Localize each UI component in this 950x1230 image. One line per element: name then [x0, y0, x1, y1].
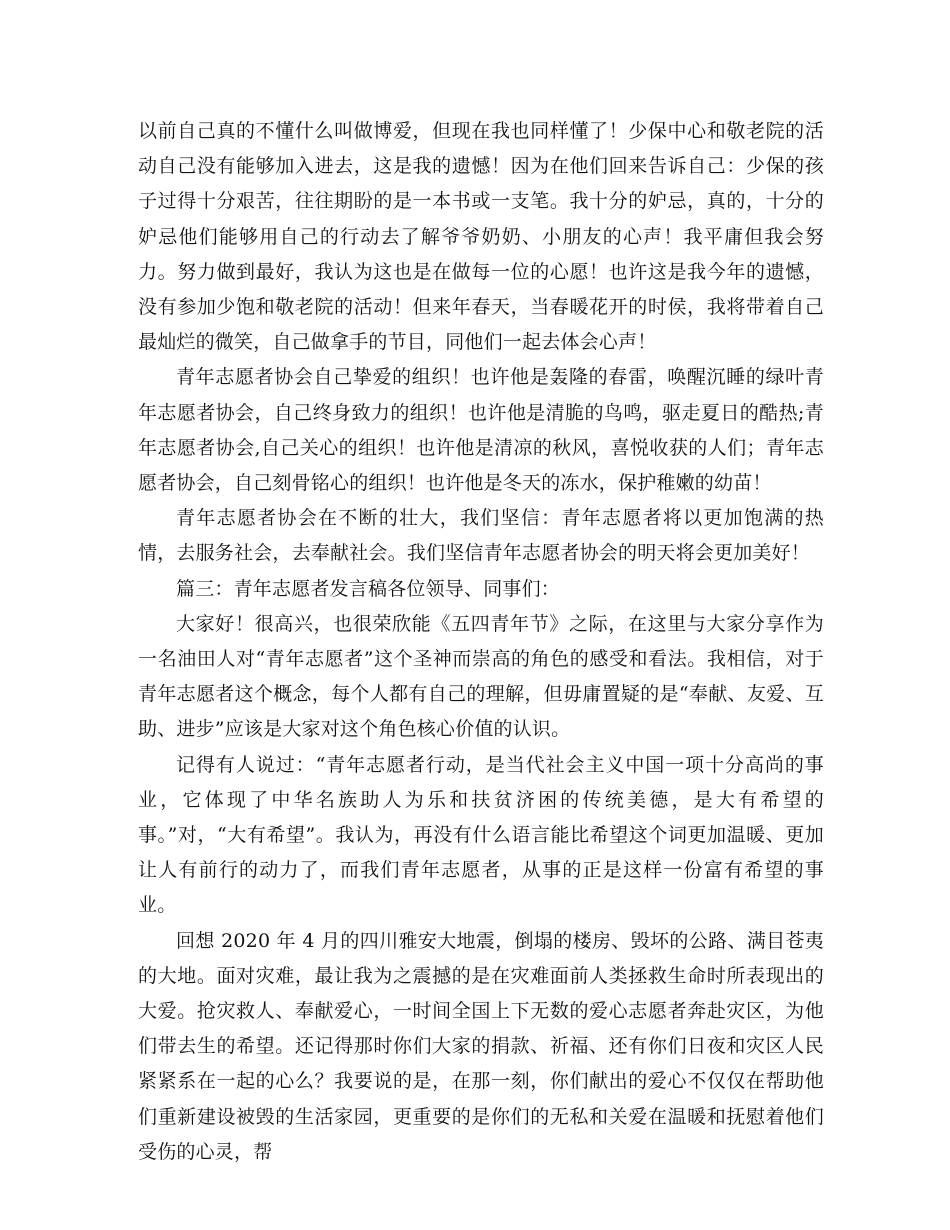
- paragraph-4: 大家好！很高兴，也很荣欣能《五四青年节》之际，在这里与大家分享作为一名油田人对“青年志愿者”这个圣神而崇高的角色的感受和看法。我相信，对于青年志愿者这个概念，每个人都有自己的理解，但毋庸置疑的是“奉献、友爱、互助、进步”应该是大家对这个角色核心价值的认识。: [138, 612, 824, 741]
- paragraph-2: 青年志愿者协会自己挚爱的组织！也许他是轰隆的春雷，唤醒沉睡的绿叶青年志愿者协会，自己终身致力的组织！也许他是清脆的鸟鸣，驱走夏日的酷热;青年志愿者协会,自己关心的组织！也许他是清凉的秋风，喜悦收获的人们；青年志愿者协会，自己刻骨铭心的组织！也许他是冬天的冻水，保护稚嫩的幼苗！: [138, 366, 824, 495]
- paragraph-6: 回想 2020 年 4 月的四川雅安大地震，倒塌的楼房、毁坏的公路、满目苍夷的大地。面对灾难，最让我为之震撼的是在灾难面前人类拯救生命时所表现出的大爱。抢灾救人、奉献爱心，一时间全国上下无数的爱心志愿者奔赴灾区，为他们带去生的希望。还记得那时你们大家的捐款、祈福、还有你们日夜和灾区人民紧紧系在一起的心么？我要说的是，在那一刻，你们献出的爱心不仅仅在帮助他们重新建设被毁的生活家园，更重要的是你们的无私和关爱在温暖和抚慰着他们受伤的心灵，帮: [138, 929, 824, 1163]
- paragraph-3: 青年志愿者协会在不断的壮大，我们坚信：青年志愿者将以更加饱满的热情，去服务社会，去奉献社会。我们坚信青年志愿者协会的明天将会更加美好！: [138, 507, 824, 565]
- section-heading: 篇三：青年志愿者发言稿各位领导、同事们：: [176, 577, 561, 600]
- paragraph-5: 记得有人说过：“青年志愿者行动，是当代社会主义中国一项十分高尚的事业，它体现了中华名族助人为乐和扶贫济困的传统美德，是大有希望的事。”对，“大有希望”。我认为，再没有什么语言能比希望这个词更加温暖、更加让人有前行的动力了，而我们青年志愿者，从事的正是这样一份富有希望的事业。: [138, 753, 824, 917]
- document-body: [138, 114, 824, 1170]
- paragraph-1: 以前自己真的不懂什么叫做博爱，但现在我也同样懂了！少保中心和敬老院的活动自己没有能够加入进去，这是我的遗憾！因为在他们回来告诉自己：少保的孩子过得十分艰苦，往往期盼的是一本书或一支笔。我十分的妒忌，真的，十分的妒忌他们能够用自己的行动去了解爷爷奶奶、小朋友的心声！我平庸但我会努力。努力做到最好，我认为这也是在做每一位的心愿！也许这是我今年的遗憾，没有参加少饱和敬老院的活动！但来年春天，当春暖花开的时侯，我将带着自己最灿烂的微笑，自己做拿手的节目，同他们一起去体会心声！: [138, 120, 824, 354]
